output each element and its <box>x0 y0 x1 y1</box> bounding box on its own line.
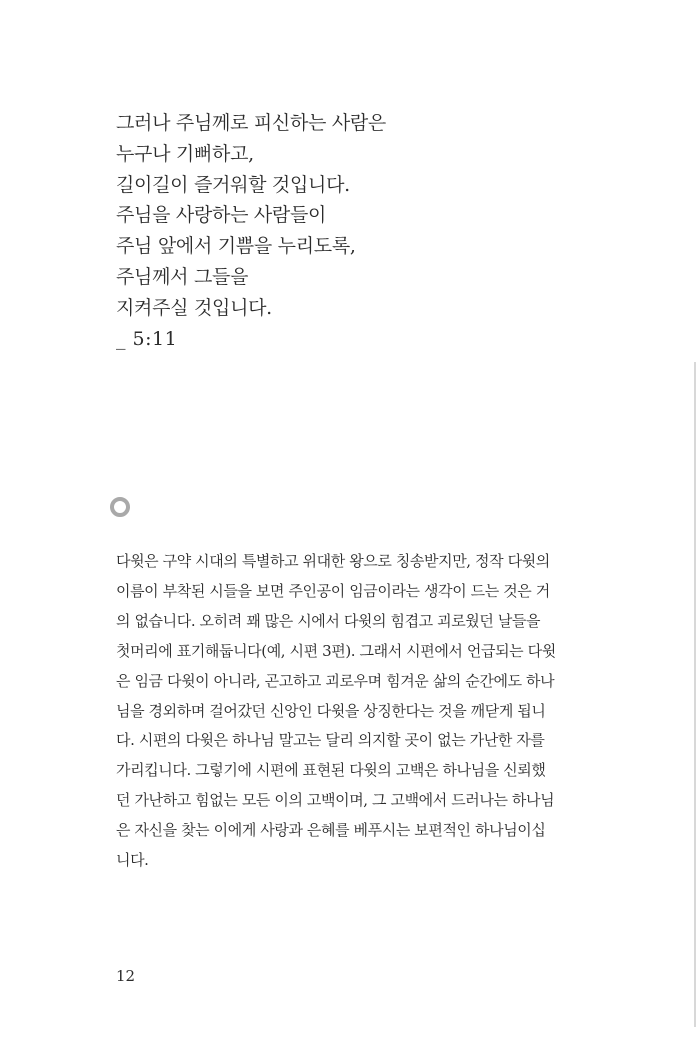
page-number: 12 <box>116 967 136 985</box>
commentary-paragraph <box>116 547 570 876</box>
paragraph-line: 은 자신을 찾는 이에게 사랑과 은혜를 베푸시는 보편적인 하나님이십 <box>116 821 546 840</box>
page-edge-line <box>694 362 696 1027</box>
paragraph-line: 의 없습니다. 오히려 꽤 많은 시에서 다윗의 힘겹고 괴로웠던 날들을 <box>116 611 541 630</box>
paragraph-line: 던 가난하고 힘없는 모든 이의 고백이며, 그 고백에서 드러나는 하나님 <box>116 791 555 810</box>
verse-line: 그러나 주님께로 피신하는 사람은 <box>116 112 386 134</box>
section-divider-circle-icon <box>110 497 130 517</box>
verse-line: 주님 앞에서 기쁨을 누리도록, <box>116 235 356 258</box>
paragraph-line: 가리킵니다. 그렇기에 시편에 표현된 다윗의 고백은 하나님을 신뢰했 <box>116 761 546 780</box>
paragraph-line: 다윗은 구약 시대의 특별하고 위대한 왕으로 칭송받지만, 정작 다윗의 <box>116 552 550 570</box>
verse-line: 주님께서 그들을 <box>116 265 249 288</box>
verse-line: 주님을 사랑하는 사람들이 <box>116 204 327 227</box>
paragraph-line: 님을 경외하며 걸어갔던 신앙인 다윗을 상징한다는 것을 깨닫게 됩니 <box>116 701 546 720</box>
verse-line: 길이길이 즐거워할 것입니다. <box>116 173 350 196</box>
paragraph-line: 은 임금 다윗이 아니라, 곤고하고 괴로우며 힘겨운 삶의 순간에도 하나 <box>116 671 555 690</box>
verse-reference: _ 5:11 <box>116 327 178 350</box>
paragraph-line: 이름이 부착된 시들을 보면 주인공이 임금이라는 생각이 드는 것은 거 <box>116 581 550 600</box>
paragraph-line: 첫머리에 표기해둡니다(예, 시편 3편). 그래서 시편에서 언급되는 다윗 <box>116 641 556 660</box>
scripture-quote <box>116 108 576 354</box>
verse-line: 누구나 기뻐하고, <box>116 142 254 165</box>
paragraph-line: 다. 시편의 다윗은 하나님 말고는 달리 의지할 곳이 없는 가난한 자를 <box>116 731 545 750</box>
verse-line: 지켜주실 것입니다. <box>116 296 272 319</box>
paragraph-line: 니다. <box>116 851 149 870</box>
